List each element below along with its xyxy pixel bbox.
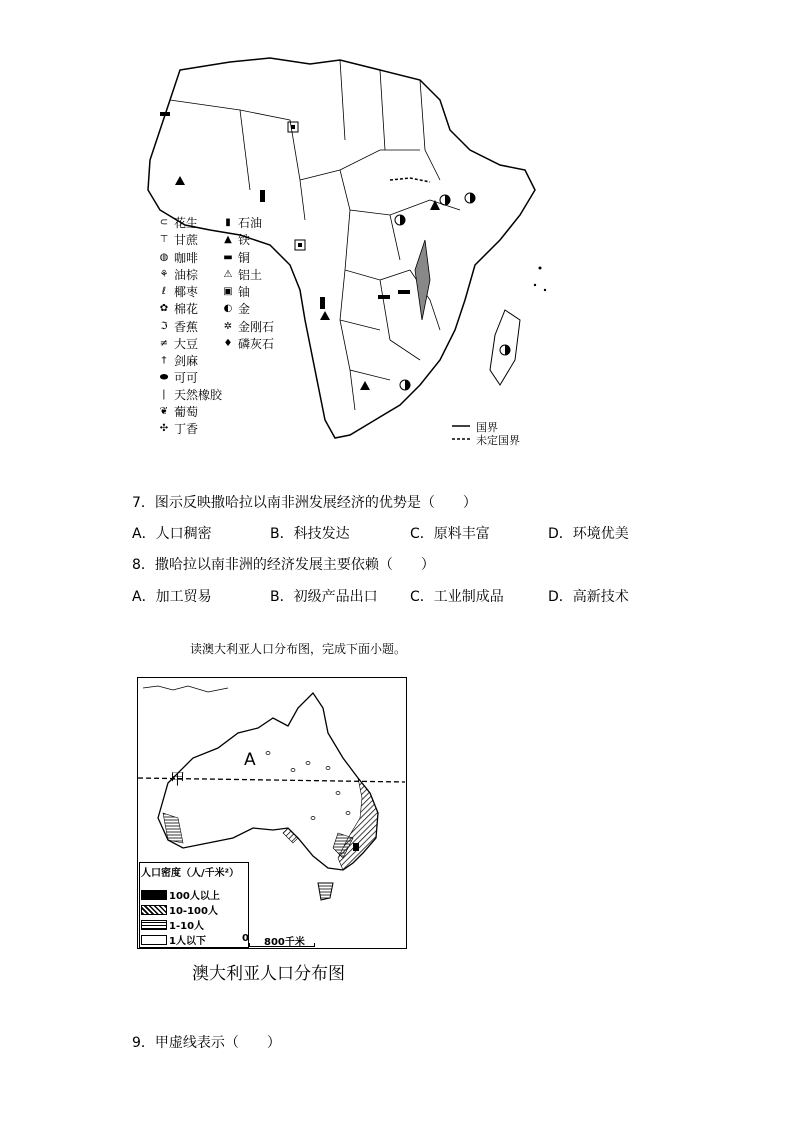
legend-item: ▬ 铜 <box>223 251 251 265</box>
swatch-low <box>141 920 167 930</box>
legend-item: ℓ 椰枣 <box>158 285 198 299</box>
boundary-legend-undefined: 未定国界 <box>476 434 520 447</box>
legend-item: ▣ 铀 <box>223 285 251 299</box>
iron-icon: ▲ <box>224 234 232 245</box>
rubber-icon: ❘ <box>159 389 169 400</box>
legend-item: ♦ 磷灰石 <box>223 337 275 351</box>
uranium-icon: ▣ <box>223 286 233 297</box>
swatch-sparse <box>141 935 167 945</box>
question-8-option-c[interactable]: C．工业制成品 <box>410 589 504 605</box>
question-7-stem: 7．图示反映撒哈拉以南非洲发展经济的优势是（ ） <box>132 495 477 511</box>
question-8-stem: 8．撒哈拉以南非洲的经济发展主要依赖（ ） <box>132 557 435 573</box>
date-palm-icon: ℓ <box>161 286 167 297</box>
legend-item: ✿ 棉花 <box>159 302 199 316</box>
legend-item: † 剑麻 <box>158 354 198 368</box>
question-7-option-c[interactable]: C．原料丰富 <box>410 526 490 542</box>
australia-legend-row: 1人以下 <box>141 932 206 947</box>
legend-item: ▲ 铁 <box>222 233 250 247</box>
legend-item: ◐ 金 <box>223 302 251 316</box>
question-8-option-d[interactable]: D．高新技术 <box>548 589 629 605</box>
australia-intro: 读澳大利亚人口分布图，完成下面小题。 <box>190 642 407 656</box>
scale-bar <box>249 943 315 947</box>
soybean-icon: ≠ <box>159 338 169 349</box>
legend-item: ❦ 葡萄 <box>159 405 199 419</box>
australia-legend-title: 人口密度（人/千米²） <box>141 868 240 879</box>
question-7-option-a[interactable]: A．人口稠密 <box>132 526 212 542</box>
oil-palm-icon: ⚘ <box>159 269 169 280</box>
question-7-option-b[interactable]: B．科技发达 <box>270 526 350 542</box>
question-8-option-a[interactable]: A．加工贸易 <box>132 589 212 605</box>
scale-label: 800千米 <box>264 937 305 948</box>
boundary-legend-national: 国界 <box>476 421 498 434</box>
legend-item: ❘ 天然橡胶 <box>159 388 223 402</box>
africa-outline <box>148 58 535 438</box>
swatch-dense <box>141 890 167 900</box>
sugarcane-icon: ⊤ <box>159 234 169 245</box>
legend-item: ℑ 香蕉 <box>158 320 198 334</box>
scale-zero: 0 <box>242 933 249 944</box>
cocoa-icon: ⬬ <box>159 372 169 383</box>
oil-icon: ▮ <box>225 217 231 228</box>
legend-item: ⚠ 铝土 <box>223 268 263 282</box>
diamond-icon: ✲ <box>223 321 233 332</box>
legend-item: ▮ 石油 <box>222 216 262 230</box>
australia-legend-row: 100人以上 <box>141 887 220 902</box>
clove-icon: ✣ <box>159 423 169 434</box>
question-7-option-d[interactable]: D．环境优美 <box>548 526 629 542</box>
swatch-medium <box>141 905 167 915</box>
banana-icon: ℑ <box>160 321 168 332</box>
peanut-icon: ⊂ <box>159 217 169 228</box>
copper-icon: ▬ <box>223 252 233 263</box>
question-8-option-b[interactable]: B．初级产品出口 <box>270 589 378 605</box>
legend-item: ⊤ 甘蔗 <box>159 233 199 247</box>
australia-legend-row: 10-100人 <box>141 902 218 917</box>
bauxite-icon: ⚠ <box>223 269 233 280</box>
phosphate-icon: ♦ <box>223 338 233 349</box>
australia-legend-row: 1-10人 <box>141 917 204 932</box>
australia-caption: 澳大利亚人口分布图 <box>192 964 345 984</box>
legend-item: ⬬ 可可 <box>159 371 199 385</box>
australia-label-a: A <box>244 750 256 770</box>
australia-label-jia: 甲 <box>170 770 186 788</box>
grape-icon: ❦ <box>159 406 169 417</box>
tasmania-outline <box>318 883 333 900</box>
legend-item: ◍ 咖啡 <box>159 251 199 265</box>
legend-item: ✣ 丁香 <box>159 422 199 436</box>
legend-item: ⚘ 油棕 <box>159 268 199 282</box>
sisal-icon: † <box>161 355 167 366</box>
question-9-stem: 9．甲虚线表示（ ） <box>132 1035 281 1051</box>
legend-item: ✲ 金刚石 <box>223 320 275 334</box>
legend-item: ≠ 大豆 <box>159 337 199 351</box>
legend-item: ⊂ 花生 <box>159 216 199 230</box>
cotton-icon: ✿ <box>159 303 169 314</box>
gold-icon: ◐ <box>223 303 233 314</box>
coffee-icon: ◍ <box>159 252 169 263</box>
